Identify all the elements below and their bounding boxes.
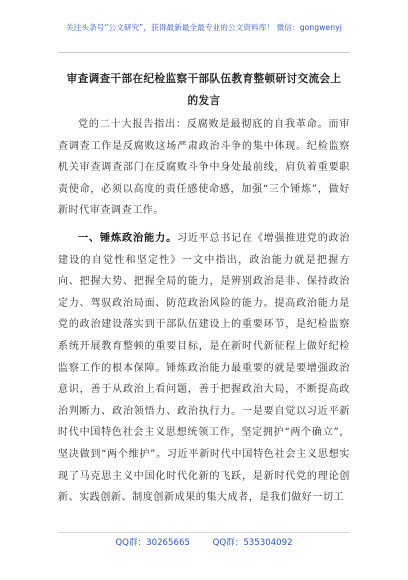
section-1-body: 习近平总书记在《增强推进党的政治建设的自觉性和坚定性》一文中指出，政治能力就是把握方向、把握大势、把握全局的能力，是辨别政治是非、保持政治定力、驾驭政治局面、防范政治风险的能力。提高政治能力是党的政治建设落实到干部队伍建设上的重要环节，是纪检监察系统开展教育整顿的重要目标，是在新时代新征程上做好纪检监察工作的根本保障。锤炼政治能力最重要的就是要增强政治意识，善于从政治上看问题，善于把握政治大局，不断提高政治判断力、政治领悟力、政治执行力。一是要自觉以习近平新时代中国特色社会主义思想统领工作，坚定拥护“两个确立”，坚决做到“两个维护”。习近平新时代中国特色社会主义思想实现了马克思主义中国化时代化新的飞跃，是新时代党的理论创新、实践创新、制度创新成果的集大成者，是我们做好一切工 bbox=[58, 232, 350, 504]
footer-qq-group-2: QQ群：535304092 bbox=[212, 538, 293, 548]
title-line-1: 审查调查干部在纪检监察干部队伍教育整顿研讨交流会上 bbox=[66, 73, 342, 85]
document-header bbox=[0, 0, 408, 52]
promo-banner-text: 关注头条号“公文研究”，获得最新最全最专业的公文资料库！ 微信：gongwenyj bbox=[66, 23, 342, 32]
document-footer bbox=[0, 536, 408, 548]
document-body bbox=[58, 114, 350, 515]
document-title bbox=[58, 68, 350, 112]
section-1-heading: 一、锤炼政治能力。 bbox=[78, 231, 178, 244]
header-divider bbox=[58, 52, 350, 53]
intro-paragraph: 党的二十大报告指出：反腐败是最彻底的自我革命。而审查调查工作是反腐败这场严肃政治斗争的集中体现。纪检监察机关审查调查部门在反腐败斗争中身处最前线，肩负着重要职责使命，必须以高度的责任感使命感，加强“三个锤炼”，做好新时代审查调查工作。 bbox=[58, 119, 350, 217]
title-line-2: 的发言 bbox=[187, 95, 221, 107]
section-1-paragraph bbox=[58, 228, 350, 509]
footer-divider bbox=[58, 532, 350, 533]
footer-qq-group-1: QQ群：30265665 bbox=[115, 538, 190, 548]
